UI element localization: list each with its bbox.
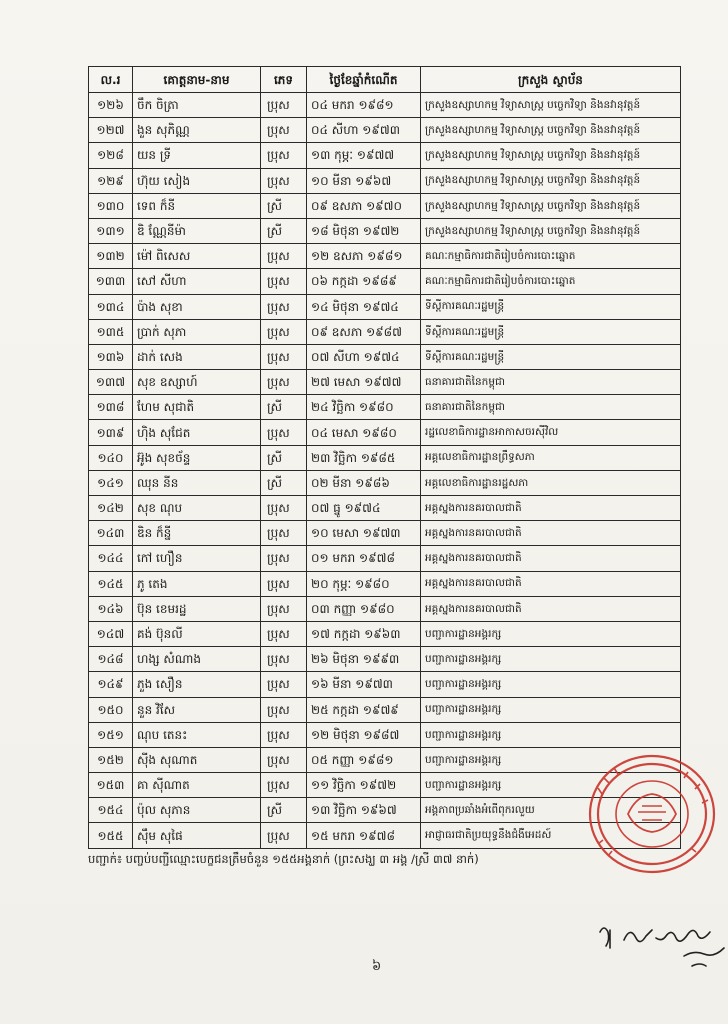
- candidate-ministry: ក្រសួងឧស្សាហកម្ម វិទ្យាសាស្ត្រ បច្ចេកវិទ្យា និងនវានុវត្តន៍: [421, 143, 681, 168]
- candidate-gender: ស្រី: [261, 218, 307, 243]
- row-number: ១៤៣: [89, 521, 133, 546]
- page-number: ៦: [372, 959, 382, 974]
- candidate-gender: ប្រុស: [261, 344, 307, 369]
- candidate-ministry: ធនាគារជាតិនៃកម្ពុជា: [421, 370, 681, 395]
- candidate-dob: ១៣ វិច្ឆិកា ១៩៦៧: [307, 798, 421, 823]
- candidate-gender: ប្រុស: [261, 521, 307, 546]
- table-body: [89, 93, 681, 849]
- candidate-name: អ៊ូង សុខច័ន្ទ: [133, 445, 261, 470]
- candidate-dob: ១២ ឧសភា ១៩៨១: [307, 244, 421, 269]
- candidate-ministry: អគ្គស្នងការនគរបាលជាតិ: [421, 596, 681, 621]
- candidate-ministry: ក្រសួងឧស្សាហកម្ម វិទ្យាសាស្ត្រ បច្ចេកវិទ្យា និងនវានុវត្តន៍: [421, 93, 681, 118]
- candidate-dob: ២៣ វិច្ឆិកា ១៩៨៥: [307, 445, 421, 470]
- row-number: ១៤០: [89, 445, 133, 470]
- candidate-name: ប្រាក់ សុភា: [133, 319, 261, 344]
- candidate-gender: ប្រុស: [261, 773, 307, 798]
- candidate-name: ឌិន ក៏ន្នី: [133, 521, 261, 546]
- row-number: ១៣៦: [89, 344, 133, 369]
- official-seal-icon: [568, 748, 718, 878]
- row-number: ១៣៥: [89, 319, 133, 344]
- table-row: [89, 93, 681, 118]
- row-number: ១៥៣: [89, 773, 133, 798]
- header-dob: ថ្ងៃខែឆ្នាំកំណើត: [307, 67, 421, 93]
- table-row: [89, 596, 681, 621]
- row-number: ១២៧: [89, 118, 133, 143]
- candidate-dob: ០៩ ឧសភា ១៩៧០: [307, 193, 421, 218]
- candidate-gender: ស្រី: [261, 445, 307, 470]
- row-number: ១២៦: [89, 93, 133, 118]
- candidate-gender: ប្រុស: [261, 294, 307, 319]
- candidate-ministry: បញ្ជាការដ្ឋានអង្គរក្ស: [421, 647, 681, 672]
- row-number: ១៥៥: [89, 823, 133, 848]
- candidate-ministry: អគ្គលេខាធិការដ្ឋានរដ្ឋសភា: [421, 470, 681, 495]
- candidate-ministry: បញ្ជាការដ្ឋានអង្គរក្ស: [421, 672, 681, 697]
- candidate-gender: ប្រុស: [261, 168, 307, 193]
- candidate-gender: ប្រុស: [261, 672, 307, 697]
- candidate-dob: ១៧ កក្កដា ១៩៦៣: [307, 621, 421, 646]
- table-row: [89, 521, 681, 546]
- candidate-name: សុខ ណុប: [133, 496, 261, 521]
- candidate-name: ប៉ាង សុខា: [133, 294, 261, 319]
- row-number: ១៤៧: [89, 621, 133, 646]
- row-number: ១៤២: [89, 496, 133, 521]
- header-no: ល.រ: [89, 67, 133, 93]
- candidate-gender: ប្រុស: [261, 823, 307, 848]
- candidate-gender: ប្រុស: [261, 370, 307, 395]
- candidate-ministry: អគ្គស្នងការនគរបាលជាតិ: [421, 496, 681, 521]
- candidate-dob: ០៤ មេសា ១៩៨០: [307, 420, 421, 445]
- table-row: [89, 546, 681, 571]
- row-number: ១៥២: [89, 747, 133, 772]
- candidate-name: ងួន សុភិណ្ណ: [133, 118, 261, 143]
- candidate-ministry: ធនាគារជាតិនៃកម្ពុជា: [421, 395, 681, 420]
- candidate-name: គា ស៊ីណាត: [133, 773, 261, 798]
- row-number: ១៥០: [89, 697, 133, 722]
- candidate-gender: ស្រី: [261, 193, 307, 218]
- candidate-ministry: ក្រសួងឧស្សាហកម្ម វិទ្យាសាស្ត្រ បច្ចេកវិទ្យា និងនវានុវត្តន៍: [421, 168, 681, 193]
- candidate-dob: ១៨ មិថុនា ១៩៧២: [307, 218, 421, 243]
- candidate-dob: ០១ មករា ១៩៧៨: [307, 546, 421, 571]
- candidate-name: ម៉ៅ ពិសេស: [133, 244, 261, 269]
- table-row: [89, 445, 681, 470]
- candidate-name: ទេព ក៏នី: [133, 193, 261, 218]
- candidate-gender: ប្រុស: [261, 621, 307, 646]
- candidate-ministry: ទីស្តីការគណៈរដ្ឋមន្ត្រី: [421, 344, 681, 369]
- candidate-name: ដាក់ សេង: [133, 344, 261, 369]
- table-row: [89, 244, 681, 269]
- table-row: [89, 269, 681, 294]
- candidate-name: សុខ ឧស្សាហ៍: [133, 370, 261, 395]
- candidate-dob: ១១ វិច្ឆិកា ១៩៧២: [307, 773, 421, 798]
- candidate-name: ឌិ ណ្ណែនីម៉ា: [133, 218, 261, 243]
- candidate-ministry: អគ្គស្នងការនគរបាលជាតិ: [421, 521, 681, 546]
- candidate-gender: ប្រុស: [261, 647, 307, 672]
- candidate-ministry: បញ្ជាការដ្ឋានអង្គរក្ស: [421, 747, 681, 772]
- candidate-ministry: គណៈកម្មាធិការជាតិរៀបចំការបោះឆ្នោត: [421, 244, 681, 269]
- candidate-ministry: អាជ្ញាធរជាតិប្រយុទ្ធនឹងជំងឺអេដស៍: [421, 823, 681, 848]
- candidate-gender: ប្រុស: [261, 722, 307, 747]
- candidate-dob: ០៧ ធ្នូ ១៩៧៤: [307, 496, 421, 521]
- candidate-gender: ប្រុស: [261, 118, 307, 143]
- table-row: [89, 193, 681, 218]
- candidate-name: ប៊ុន ខេមរដ្ឋ: [133, 596, 261, 621]
- row-number: ១៤៥: [89, 571, 133, 596]
- row-number: ១៣៨: [89, 395, 133, 420]
- candidate-ministry: ទីស្តីការគណៈរដ្ឋមន្ត្រី: [421, 319, 681, 344]
- candidate-dob: ០២ មីនា ១៩៨៦: [307, 470, 421, 495]
- table-row: [89, 143, 681, 168]
- candidate-gender: ប្រុស: [261, 420, 307, 445]
- candidate-gender: ប្រុស: [261, 596, 307, 621]
- header-name: គោត្តនាម-នាម: [133, 67, 261, 93]
- candidate-name: ប៉ុល សុភាន: [133, 798, 261, 823]
- candidate-gender: ស្រី: [261, 395, 307, 420]
- table-row: [89, 697, 681, 722]
- candidate-gender: ប្រុស: [261, 269, 307, 294]
- candidate-name: នួន វិសែ: [133, 697, 261, 722]
- candidate-name: ណុប តេនះ: [133, 722, 261, 747]
- row-number: ១៤៩: [89, 672, 133, 697]
- candidate-name: គង់ ប៊ុនលី: [133, 621, 261, 646]
- candidate-name: យន ទ្រី: [133, 143, 261, 168]
- candidate-dob: ២៤ វិច្ឆិកា ១៩៨០: [307, 395, 421, 420]
- row-number: ១៤១: [89, 470, 133, 495]
- candidate-ministry: អង្គភាពប្រឆាំងអំពើពុករលួយ: [421, 798, 681, 823]
- candidate-ministry: អគ្គស្នងការនគរបាលជាតិ: [421, 571, 681, 596]
- candidate-gender: ប្រុស: [261, 319, 307, 344]
- table-row: [89, 168, 681, 193]
- signature-icon: [580, 910, 728, 980]
- table-row: [89, 319, 681, 344]
- candidate-gender: ប្រុស: [261, 747, 307, 772]
- candidate-ministry: ក្រសួងឧស្សាហកម្ម វិទ្យាសាស្ត្រ បច្ចេកវិទ្យា និងនវានុវត្តន៍: [421, 218, 681, 243]
- candidate-ministry: បញ្ជាការដ្ឋានអង្គរក្ស: [421, 697, 681, 722]
- candidate-gender: ប្រុស: [261, 244, 307, 269]
- candidate-dob: ២០ កុម្ភៈ ១៩៨០: [307, 571, 421, 596]
- candidate-gender: ប្រុស: [261, 571, 307, 596]
- row-number: ១៣៧: [89, 370, 133, 395]
- candidate-table: [88, 66, 681, 849]
- row-number: ១២៨: [89, 143, 133, 168]
- candidate-gender: ប្រុស: [261, 697, 307, 722]
- table-row: [89, 722, 681, 747]
- row-number: ១៣៣: [89, 269, 133, 294]
- candidate-dob: ០៣ កញ្ញា ១៩៨០: [307, 596, 421, 621]
- candidate-name: ហ៊ិង សុជែត: [133, 420, 261, 445]
- candidate-gender: ស្រី: [261, 470, 307, 495]
- candidate-dob: ២៦ មិថុនា ១៩៩៣: [307, 647, 421, 672]
- candidate-ministry: បញ្ជាការដ្ឋានអង្គរក្ស: [421, 621, 681, 646]
- table-row: [89, 672, 681, 697]
- candidate-dob: ១០ មីនា ១៩៦៧: [307, 168, 421, 193]
- table-header-row: [89, 67, 681, 93]
- table-row: [89, 118, 681, 143]
- candidate-gender: ស្រី: [261, 798, 307, 823]
- candidate-dob: ០៧ សីហា ១៩៧៤: [307, 344, 421, 369]
- candidate-name: ស៊ីង សុណាត: [133, 747, 261, 772]
- header-gender: ភេទ: [261, 67, 307, 93]
- row-number: ១៣១: [89, 218, 133, 243]
- candidate-name: ហ៊ុយ សៀង: [133, 168, 261, 193]
- row-number: ១៤៨: [89, 647, 133, 672]
- candidate-ministry: អគ្គលេខាធិការដ្ឋានព្រឹទ្ធសភា: [421, 445, 681, 470]
- candidate-dob: ១០ មេសា ១៩៧៣: [307, 521, 421, 546]
- candidate-dob: ០៩ ឧសភា ១៩៨៧: [307, 319, 421, 344]
- table-row: [89, 647, 681, 672]
- candidate-ministry: ទីស្តីការគណៈរដ្ឋមន្ត្រី: [421, 294, 681, 319]
- table-row: [89, 621, 681, 646]
- table-row: [89, 370, 681, 395]
- row-number: ១៣០: [89, 193, 133, 218]
- candidate-ministry: គណៈកម្មាធិការជាតិរៀបចំការបោះឆ្នោត: [421, 269, 681, 294]
- candidate-name: កៅ ហឿន: [133, 546, 261, 571]
- header-ministry: ក្រសួង ស្ថាប័ន: [421, 67, 681, 93]
- candidate-ministry: បញ្ជាការដ្ឋានអង្គរក្ស: [421, 773, 681, 798]
- table-row: [89, 470, 681, 495]
- candidate-name: ភូ តេង: [133, 571, 261, 596]
- candidate-name: ឈុន នីន: [133, 470, 261, 495]
- row-number: ១៣៩: [89, 420, 133, 445]
- candidate-gender: ប្រុស: [261, 143, 307, 168]
- candidate-name: សៅ សីហា: [133, 269, 261, 294]
- candidate-dob: ១៣ កុម្ភៈ ១៩៧៧: [307, 143, 421, 168]
- table-row: [89, 344, 681, 369]
- candidate-gender: ប្រុស: [261, 546, 307, 571]
- table-row: [89, 496, 681, 521]
- candidate-name: ចឹក ចិត្រា: [133, 93, 261, 118]
- table-row: [89, 420, 681, 445]
- candidate-dob: ១៤ មិថុនា ១៩៧៤: [307, 294, 421, 319]
- row-number: ១៥៤: [89, 798, 133, 823]
- candidate-dob: ២៥ កក្កដា ១៩៧៩: [307, 697, 421, 722]
- row-number: ១៣២: [89, 244, 133, 269]
- candidate-name: ហង្ស សំណាង: [133, 647, 261, 672]
- candidate-dob: ០៥ កញ្ញា ១៩៨១: [307, 747, 421, 772]
- row-number: ១៥១: [89, 722, 133, 747]
- table-row: [89, 571, 681, 596]
- table-row: [89, 294, 681, 319]
- row-number: ១២៩: [89, 168, 133, 193]
- candidate-dob: ១៥ មករា ១៩៧៨: [307, 823, 421, 848]
- footnote: បញ្ជាក់៖ បញ្ចប់បញ្ជីឈ្មោះបេក្ខជនត្រឹមចំនួន ១៥៥អង្គនាក់ (ព្រះសង្ឃ ៣ អង្គ /ស្រី ៣៧ នាក់): [88, 852, 479, 866]
- candidate-gender: ប្រុស: [261, 496, 307, 521]
- candidate-dob: ១៦ មីនា ១៩៧៣: [307, 672, 421, 697]
- candidate-dob: ១២ មិថុនា ១៩៨៧: [307, 722, 421, 747]
- candidate-ministry: អគ្គស្នងការនគរបាលជាតិ: [421, 546, 681, 571]
- row-number: ១៤៦: [89, 596, 133, 621]
- candidate-dob: ២៧ មេសា ១៩៧៧: [307, 370, 421, 395]
- candidate-name: ស៊ឹម សុផៃ: [133, 823, 261, 848]
- candidate-name: ភួង សឿន: [133, 672, 261, 697]
- candidate-name: ហែម សុជាតិ: [133, 395, 261, 420]
- table-row: [89, 218, 681, 243]
- row-number: ១៣៤: [89, 294, 133, 319]
- candidate-gender: ប្រុស: [261, 93, 307, 118]
- candidate-ministry: រដ្ឋលេខាធិការដ្ឋានអាកាសចរស៊ីវិល: [421, 420, 681, 445]
- table-row: [89, 395, 681, 420]
- candidate-dob: ០៤ សីហា ១៩៧៣: [307, 118, 421, 143]
- row-number: ១៤៤: [89, 546, 133, 571]
- candidate-ministry: ក្រសួងឧស្សាហកម្ម វិទ្យាសាស្ត្រ បច្ចេកវិទ្យា និងនវានុវត្តន៍: [421, 193, 681, 218]
- candidate-ministry: ក្រសួងឧស្សាហកម្ម វិទ្យាសាស្ត្រ បច្ចេកវិទ្យា និងនវានុវត្តន៍: [421, 118, 681, 143]
- candidate-dob: ០៤ មករា ១៩៨១: [307, 93, 421, 118]
- candidate-ministry: បញ្ជាការដ្ឋានអង្គរក្ស: [421, 722, 681, 747]
- candidate-dob: ០៦ កក្កដា ១៩៨៩: [307, 269, 421, 294]
